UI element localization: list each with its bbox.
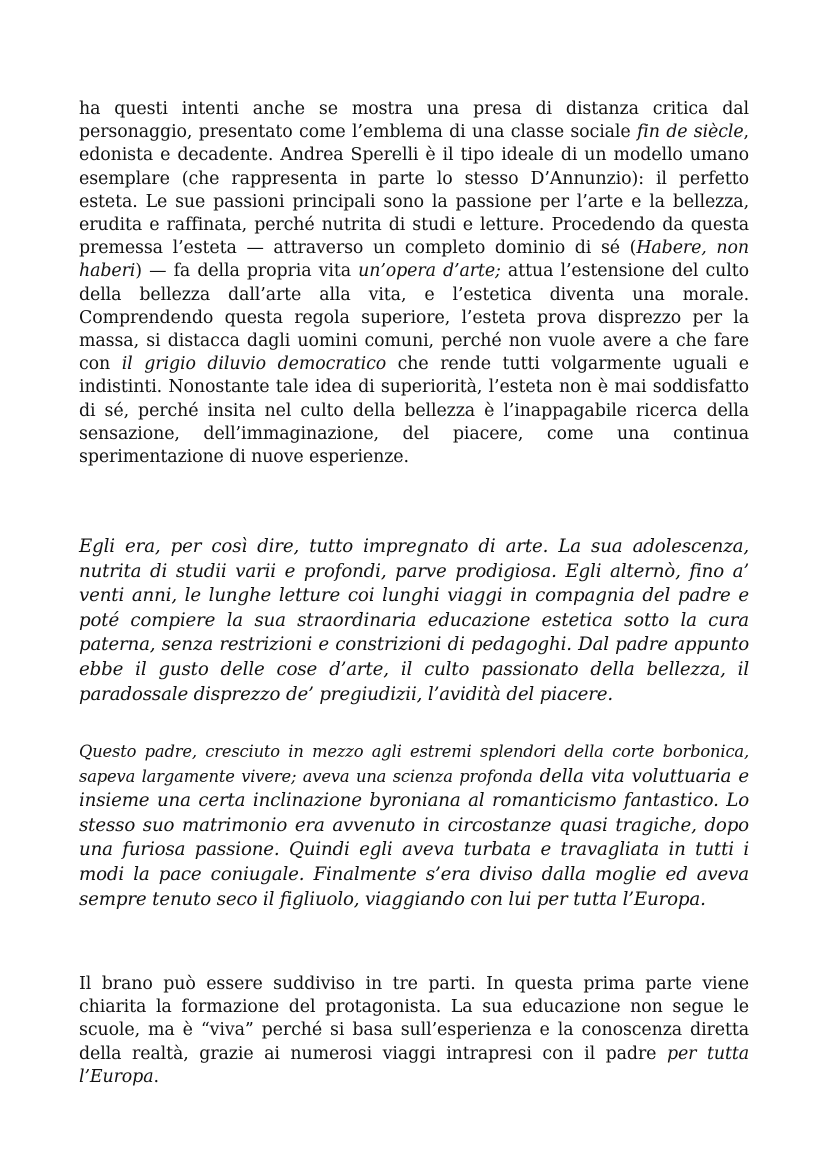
text-run: , edonista e decadente. Andrea Sperelli è il tipo ideale di un modello umano esemplare (che rappresenta in parte lo stesso D’Annunzio): il perfetto esteta. Le sue passioni principali sono la passione per l’arte e la bellezza, erudita e raffinata, perché nutrita di studi e letture. Procedendo da questa premessa l’esteta — attraverso un completo dominio di sé (: [79, 122, 749, 259]
text-run: .: [153, 1066, 159, 1087]
text-run: ha questi intenti anche se mostra una presa di distanza critica dal personaggio, presentato come l’emblema di una classe sociale: [79, 99, 749, 143]
italic-run: fin de siècle: [636, 122, 744, 143]
italic-run: il grigio diluvio democratico: [121, 354, 387, 375]
text-run: attua l’estensione del culto della bellezza dall’arte alla vita, e l’estetica diventa una morale. Comprendendo questa regola superiore, l’esteta prova disprezzo per la massa, si distacca dagli uomini comuni, perché non vuole avere a che fare con: [79, 261, 749, 375]
text-run: che rende tutti volgarmente uguali e indistinti. Nonostante tale idea di superiorità, l’esteta non è mai soddisfatto di sé, perché insita nel culto della bellezza è l’inappagabile ricerca della sensazione, dell’immaginazione, del piacere, come una continua sperimentazione di nuove esperienze.: [79, 354, 749, 468]
text-run: Il brano può essere suddiviso in tre parti. In questa prima parte viene chiarita la formazione del protagonista. La sua educazione non segue le scuole, ma è “viva” perché si basa sull’esperienza e la conoscenza diretta della realtà, grazie ai numerosi viaggi intrapresi con il padre: [79, 974, 749, 1064]
paragraph-commentary: [79, 973, 749, 1089]
quotation-1: Egli era, per così dire, tutto impregnato di arte. La sua adolescenza, nutrita di studii varii e profondi, parve prodigiosa. Egli alternò, fino a’ venti anni, le lunghe letture coi lunghi viaggi in compagnia del padre e poté compiere la sua straordinaria educazione estetica sotto la cura paterna, senza restrizioni e constrizioni di pedagoghi. Dal padre appunto ebbe il gusto delle cose d’arte, il culto passionato della bellezza, il paradossale disprezzo de’ pregiudizii, l’avidità del piacere.: [79, 536, 749, 705]
quotation-2: [79, 740, 749, 912]
text-run: ) — fa della propria vita: [135, 261, 359, 282]
text-run: della vita voluttuaria e insieme una certa inclinazione byroniana al romanticismo fantastico. Lo stesso suo matrimonio era avvenuto in circostanze quasi tragiche, dopo una furiosa passione. Quindi egli aveva turbata e travagliata in tutti i modi la pace coniugale. Finalmente s’era diviso dalla moglie ed aveva sempre tenuto seco il figliuolo, viaggiando con lui per tutta l’Europa.: [79, 765, 749, 910]
italic-run: Habere, non haberi: [79, 238, 749, 282]
text-run: Questo padre, cresciuto in mezzo agli estremi splendori della corte borbonica, sapeva largamente vivere; aveva una scienza profonda: [79, 742, 749, 786]
italic-run: per tutta l’Europa: [79, 1043, 749, 1087]
italic-run: un’opera d’arte;: [358, 261, 501, 282]
paragraph-analysis: [79, 98, 749, 469]
